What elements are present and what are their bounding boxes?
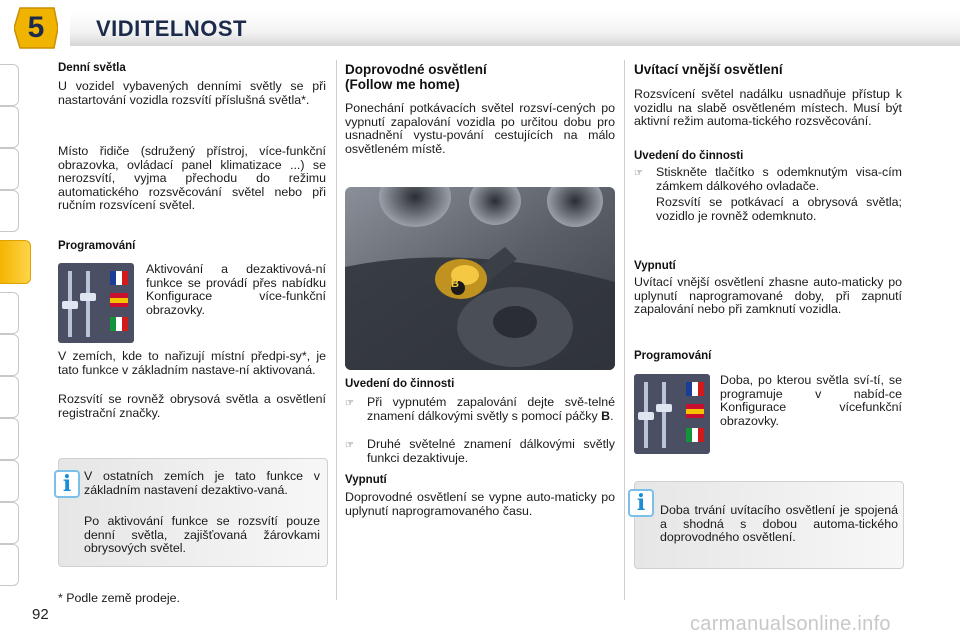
bullet-text: Při vypnutém zapalování dejte svě-telné znamení dálkovými světly s pomocí páčky: [367, 395, 615, 423]
places-text: Místo řidiče (sdružený přístroj, více-funkční obrazovka, ovládací panel klimatizace ...) se nerozsvítí, vyjma přechodu do režimu automatického rozsvěcování světel nebo při ručním rozsvícení světel.: [58, 144, 326, 213]
info-icon: i: [628, 489, 654, 517]
pointer-icon: ☞: [634, 168, 643, 179]
follow-me-home-heading: [345, 62, 487, 92]
chapter-tab[interactable]: [0, 148, 19, 190]
bullet-text: Stiskněte tlačítko s odemknutým visa-cím zámkem dálkového ovladače.: [656, 165, 902, 193]
daylight-heading: Denní světla: [58, 62, 126, 74]
off-text: Doprovodné osvětlení se vypne auto-maticky po uplynutí naprogramovaného času.: [345, 490, 615, 518]
daylight-text: U vozidel vybavených denními světly se při nastartování vozidla rozsvítí příslušná světla*.: [58, 79, 326, 107]
chapter-tab[interactable]: [0, 460, 19, 502]
pointer-icon: ☞: [345, 398, 354, 409]
watermark: carmanualsonline.info: [690, 613, 891, 635]
heading-line-2: (Follow me home): [345, 77, 460, 92]
chapter-tab[interactable]: [0, 418, 19, 460]
list-item: [634, 166, 902, 193]
steering-column-illustration: [345, 187, 615, 370]
off-text-right: Uvítací vnější osvětlení zhasne auto-maticky po uplynutí naprogramované doby, při zapnutí zapalování nebo při zamknutí vozidla.: [634, 275, 902, 317]
column-divider: [336, 60, 337, 600]
bullet-end: .: [610, 408, 614, 423]
info-icon: i: [54, 470, 80, 498]
stalk-photo: [345, 187, 615, 370]
bullet-text: Druhé světelné znamení dálkovými světly funkci dezaktivuje.: [367, 437, 615, 465]
bullet-continuation: Rozsvítí se potkávací a obrysová světla; vozidlo je rovněž odemknuto.: [656, 195, 902, 223]
page-number: 92: [32, 606, 49, 623]
activation-heading: Uvedení do činnosti: [345, 378, 455, 390]
off-heading: Vypnutí: [345, 474, 387, 486]
programming-heading: Programování: [58, 240, 136, 252]
config-menu-icon: [634, 374, 710, 454]
chapter-tab-active[interactable]: [0, 240, 31, 284]
stalk-label: B: [451, 278, 459, 290]
programming-heading-right: Programování: [634, 350, 712, 362]
page-title: VIDITELNOST: [96, 16, 247, 41]
footnote: * Podle země prodeje.: [58, 591, 180, 605]
config-menu-icon: [58, 263, 134, 343]
chapter-tab[interactable]: [0, 292, 19, 334]
chapter-tab[interactable]: [0, 376, 19, 418]
plate-text: Rozsvítí se rovněž obrysová světla a osvětlení registrační značky.: [58, 392, 326, 420]
countries-text: V zemích, kde to nařizují místní předpi-sy*, je tato funkce v základním nastave-ní aktivovaná.: [58, 349, 326, 377]
column-divider: [624, 60, 625, 600]
list-item: [345, 438, 615, 465]
info-text-right: Doba trvání uvítacího osvětlení je spojená a shodná s dobou automa-tického doprovodného osvětlení.: [660, 503, 898, 545]
activation-heading-right: Uvedení do činnosti: [634, 150, 744, 162]
chapter-tab[interactable]: [0, 106, 19, 148]
welcome-lighting-intro: Rozsvícení světel nadálku usnadňuje přístup k vozidlu na slabě osvětleném místech. Musí být aktivní režim automa-tického rozsvěcování.: [634, 87, 902, 129]
follow-me-home-intro: Ponechání potkávacích světel rozsví-cených po vypnutí zapalování vozidla po určitou dobu pro usnadnění vystu-pování cestujících na málo osvětleném místě.: [345, 101, 615, 156]
programming-text: Aktivování a dezaktivová-ní funkce se provádí přes nabídku Konfigurace více-funkční obrazovky.: [146, 262, 326, 317]
list-item: [345, 396, 615, 423]
chapter-tab[interactable]: [0, 190, 19, 232]
programming-text-right: Doba, po kterou světla sví-tí, se programuje v nabíd-ce Konfigurace vícefunkční obrazovky.: [720, 373, 902, 428]
chapter-tab[interactable]: [0, 502, 19, 544]
info-text-2: Po aktivování funkce se rozsvítí pouze denní světla, zajišťovaná žárovkami obrysových světel.: [84, 514, 320, 556]
stalk-reference: B: [601, 408, 611, 423]
chapter-number: 5: [27, 11, 45, 44]
chapter-tab[interactable]: [0, 64, 19, 106]
welcome-lighting-heading: Uvítací vnější osvětlení: [634, 62, 783, 77]
chapter-tab[interactable]: [0, 544, 19, 586]
off-heading-right: Vypnutí: [634, 260, 676, 272]
chapter-tab[interactable]: [0, 334, 19, 376]
heading-line-1: Doprovodné osvětlení: [345, 62, 487, 77]
info-text-1: V ostatních zemích je tato funkce v základním nastavení dezaktivo-vaná.: [84, 469, 320, 497]
pointer-icon: ☞: [345, 440, 354, 451]
